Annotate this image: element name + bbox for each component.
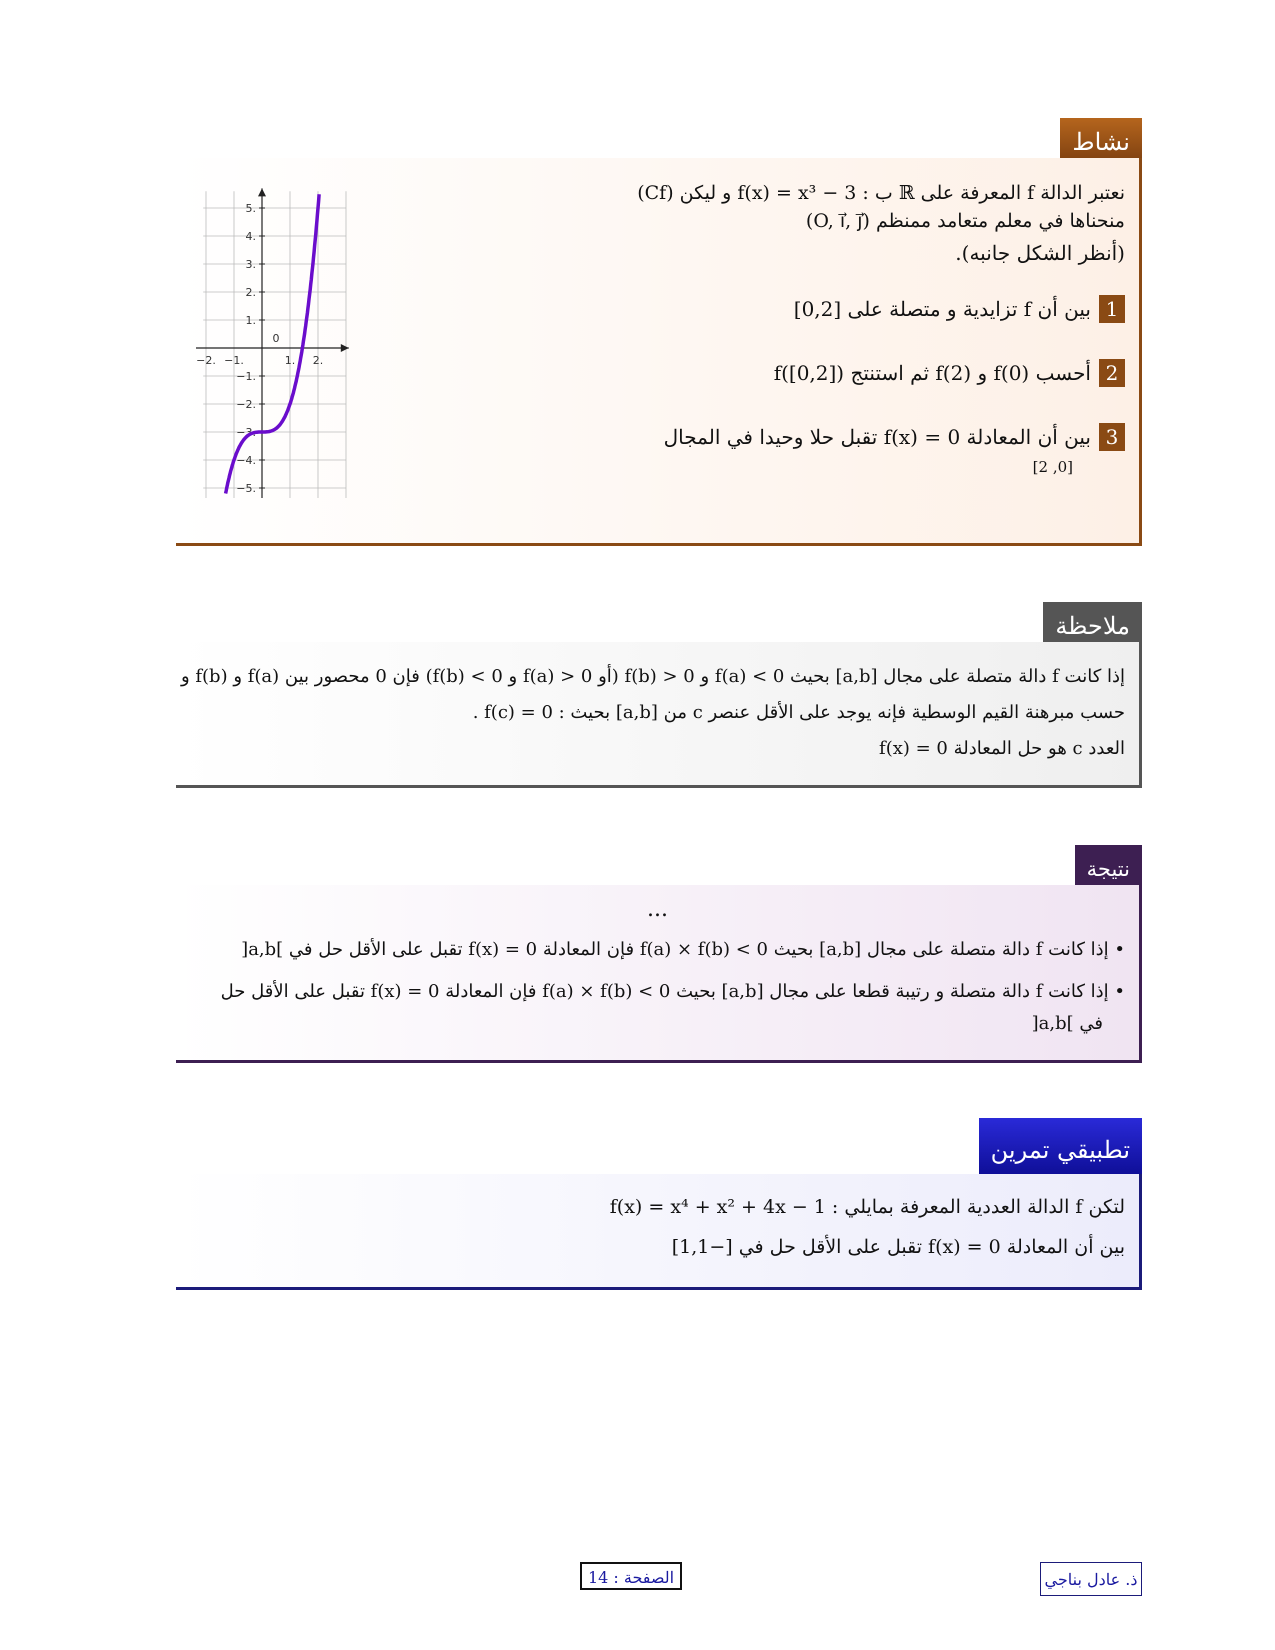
- activity-section: [176, 118, 1142, 546]
- function-graph: [196, 186, 376, 498]
- y-tick-label: 5.: [245, 202, 256, 215]
- exercise-title: تطبيقي تمرين: [979, 1118, 1142, 1182]
- activity-title: نشاط: [1060, 118, 1142, 166]
- x-tick-label: 2.: [312, 354, 324, 367]
- note-line-1: إذا كانت f دالة متصلة على مجال [a,b] بحيث f(a) < 0 و f(b) > 0 (أو f(a) > 0 و f(b) < 0) فإن 0 محصور بين f(a) و f(b) و: [180, 666, 1125, 687]
- exercise-line-2: بين أن المعادلة f(x) = 0 تقبل على الأقل حل في [−1,1]: [671, 1236, 1125, 1258]
- activity-intro-1: نعتبر الدالة f المعرفة على ℝ ب : f(x) = x³ − 3 و ليكن (Cf): [637, 182, 1125, 204]
- activity-item-3-interval: [0, 2]: [1032, 458, 1073, 476]
- result-dots: ...: [647, 897, 668, 922]
- activity-panel: [176, 158, 1142, 546]
- y-tick-label: 4.: [245, 230, 256, 243]
- bullet-icon: •: [1108, 981, 1125, 1002]
- page-number: الصفحة : 14: [580, 1562, 682, 1590]
- note-line-2: حسب مبرهنة القيم الوسطية فإنه يوجد على الأقل عنصر c من [a,b] بحيث : f(c) = 0 .: [472, 702, 1125, 723]
- item-text-3: بين أن المعادلة f(x) = 0 تقبل حلا وحيدا في المجال: [663, 425, 1091, 449]
- result-bullet-2: [190, 977, 1125, 1007]
- y-tick-label: −3.: [236, 426, 256, 439]
- item-number-2: 2: [1099, 359, 1125, 387]
- exercise-line-1: لتكن f الدالة العددية المعرفة بمايلي : f(x) = x⁴ + x² + 4x − 1: [609, 1196, 1125, 1218]
- y-tick-label: 1.: [245, 314, 256, 327]
- y-tick-label: −2.: [236, 398, 256, 411]
- result-bullet-2-text: إذا كانت f دالة متصلة و رتيبة قطعا على مجال [a,b] بحيث f(a) × f(b) < 0 فإن المعادلة f(x) = 0 تقبل على الأقل حل: [220, 981, 1109, 1002]
- y-axis-arrow: [258, 188, 266, 196]
- item-number-1: 1: [1099, 295, 1125, 323]
- result-section: [176, 845, 1142, 1063]
- origin-label: 0: [272, 332, 280, 345]
- x-tick-label: −1.: [224, 354, 244, 367]
- note-title: ملاحظة: [1043, 602, 1142, 650]
- x-axis-arrow: [341, 344, 349, 352]
- activity-intro-3: (أنظر الشكل جانبه).: [955, 241, 1125, 265]
- item-text-1: بين أن f تزايدية و متصلة على [0,2]: [793, 297, 1091, 321]
- item-text-2: أحسب f(0) و f(2) ثم استنتج f([0,2]): [773, 361, 1091, 385]
- note-panel: [176, 642, 1142, 788]
- result-bullet-2-cont: في ]a,b[: [1031, 1013, 1103, 1034]
- note-section: [176, 602, 1142, 788]
- note-line-3: العدد c هو حل المعادلة f(x) = 0: [879, 738, 1125, 759]
- x-tick-label: 1.: [284, 354, 296, 367]
- author-name: ذ. عادل بناجي: [1040, 1562, 1142, 1596]
- x-tick-label: −2.: [196, 354, 216, 367]
- result-bullet-1-text: إذا كانت f دالة متصلة على مجال [a,b] بحيث f(a) × f(b) < 0 فإن المعادلة f(x) = 0 تقبل على الأقل حل في ]a,b[: [241, 939, 1109, 960]
- result-title: نتيجة: [1075, 845, 1142, 893]
- exercise-section: [176, 1118, 1142, 1290]
- y-tick-label: −5.: [236, 482, 256, 495]
- result-bullet-1: [190, 935, 1125, 965]
- activity-intro-2: منحناها في معلم متعامد ممنظم (O, i⃗, j⃗): [805, 210, 1125, 232]
- exercise-panel: [176, 1174, 1142, 1290]
- y-tick-label: −4.: [236, 454, 256, 467]
- item-number-3: 3: [1099, 423, 1125, 451]
- y-tick-label: −1.: [236, 370, 256, 383]
- result-panel: [176, 885, 1142, 1063]
- bullet-icon: •: [1108, 939, 1125, 960]
- y-tick-label: 2.: [245, 286, 256, 299]
- y-tick-label: 3.: [245, 258, 256, 271]
